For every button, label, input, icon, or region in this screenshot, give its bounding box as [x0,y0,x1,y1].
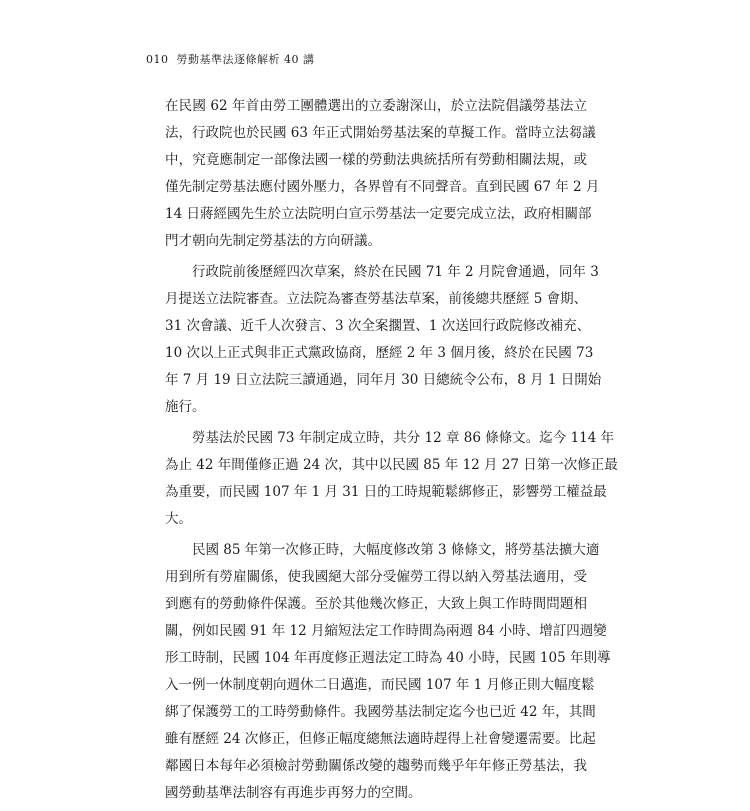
paragraph-3 [165,425,618,533]
text-line: 中，究竟應制定一部像法國一樣的勞動法典統括所有勞動相關法規，或 [165,152,587,168]
text-line: 大。 [165,511,192,527]
body-text [165,93,618,811]
text-line: 關，例如民國 91 年 12 月縮短法定工作時間為兩週 84 小時、增訂四週變 [165,623,607,639]
text-line: 在民國 62 年首由勞工團體選出的立委謝深山，於立法院倡議勞基法立 [165,98,587,114]
running-header [146,51,315,67]
text-line: 14 日蔣經國先生於立法院明白宣示勞基法一定要完成立法，政府相關部 [165,206,592,222]
text-line: 為止 42 年間僅修正過 24 次，其中以民國 85 年 12 月 27 日第一次修正最 [165,457,618,473]
text-line: 勞基法於民國 73 年制定成立時，共分 12 章 86 條條文。迄今 114 年 [192,430,615,446]
page-number: 010 [146,53,169,66]
text-line: 綁了保護勞工的工時勞動條件。我國勞基法制定迄今也已近 42 年，其間 [165,704,596,720]
text-line: 門才朝向先制定勞基法的方向研議。 [165,233,381,249]
text-line: 鄰國日本每年必須檢討勞動關係改變的趨勢而幾乎年年修正勞基法，我 [165,758,587,774]
text-line: 民國 85 年第一次修正時，大幅度修改第 3 條條文，將勞基法擴大適 [192,542,600,558]
text-line: 形工時制，民國 104 年再度修正週法定工時為 40 小時，民國 105 年則導 [165,650,611,666]
paragraph-4 [165,537,611,807]
book-title: 勞動基準法逐條解析 40 講 [176,53,315,66]
text-line: 行政院前後歷經四次草案，終於在民國 71 年 2 月院會通過，同年 3 [192,264,599,280]
text-line: 施行。 [165,399,206,415]
text-line: 為重要，而民國 107 年 1 月 31 日的工時規範鬆綁修正，影響勞工權益最 [165,484,607,500]
text-line: 年 7 月 19 日立法院三讀通過，同年月 30 日總統令公布，8 月 1 日開始 [165,372,602,388]
text-line: 31 次會議、近千人次發言、3 次全案擱置、1 次送回行政院修改補充、 [165,318,591,334]
paragraph-2 [165,259,602,421]
text-line: 雖有歷經 24 次修正，但修正幅度總無法適時趕得上社會變遷需要。比起 [165,731,596,747]
paragraph-1 [165,93,600,255]
text-line: 國勞動基準法制容有再進步再努力的空間。 [165,785,422,801]
text-line: 用到所有勞雇關係，使我國絕大部分受僱勞工得以納入勞基法適用，受 [165,569,587,585]
text-line: 10 次以上正式與非正式黨政協商，歷經 2 年 3 個月後，終於在民國 73 [165,345,594,361]
text-line: 到應有的勞動條件保護。至於其他幾次修正，大致上與工作時間問題相 [165,596,587,612]
text-line: 月提送立法院審查。立法院為審查勞基法草案，前後總共歷經 5 會期、 [165,291,588,307]
text-line: 入一例一休制度朝向週休二日邁進，而民國 107 年 1 月修正則大幅度鬆 [165,677,595,693]
text-line: 僅先制定勞基法應付國外壓力，各界曾有不同聲音。直到民國 67 年 2 月 [165,179,600,195]
text-line: 法，行政院也於民國 63 年正式開始勞基法案的草擬工作。當時立法芻議 [165,125,596,141]
